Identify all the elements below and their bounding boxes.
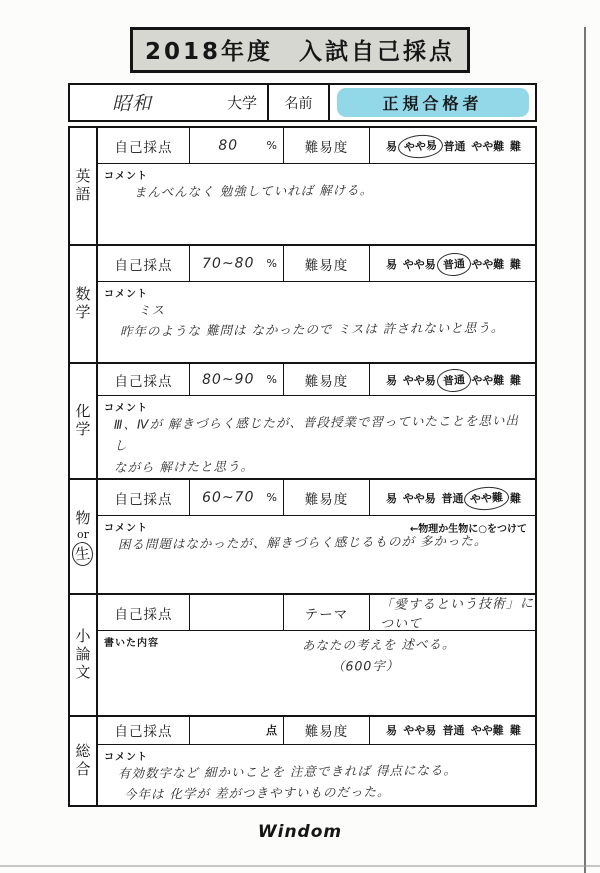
difficulty-option: やや難 (471, 139, 505, 153)
score-row (98, 480, 535, 516)
difficulty-option: やや易 (402, 373, 436, 387)
comment-label: コメント (104, 289, 148, 300)
university-label: 大学 (226, 94, 257, 112)
comment-area (98, 396, 535, 478)
score-handwritten (190, 612, 283, 613)
difficulty-option: やや易 (402, 491, 436, 505)
section-math (70, 244, 535, 362)
difficulty-options (370, 128, 535, 163)
comment-handwritten: 昨年のような 難問は なかったので ミスは 許されないと思う。 (119, 320, 505, 340)
comment-area (98, 282, 535, 362)
section-chemistry (70, 362, 535, 478)
difficulty-option: やや難 (464, 485, 510, 511)
difficulty-option: 易 (386, 257, 397, 271)
score-handwritten: 80 (218, 136, 239, 154)
self-score-value-cell (190, 480, 284, 515)
result-cell (330, 85, 535, 120)
self-score-label: 自己採点 (98, 246, 190, 281)
difficulty-options (370, 717, 535, 744)
header-row (68, 83, 537, 122)
difficulty-option: やや易 (403, 724, 437, 738)
comment-handwritten: 有効数字など 細かいことを 注意できれば 得点になる。 (117, 761, 457, 781)
theme-label: テーマ (284, 595, 370, 630)
difficulty-option: 難 (510, 257, 521, 271)
score-unit: % (266, 373, 277, 387)
theme-handwritten: 「愛するという技術」について (379, 595, 535, 632)
comment-handwritten: 今年は 化学が 差がつきやすいものだった。 (123, 783, 391, 802)
comment-label: コメント (104, 403, 148, 415)
difficulty-option: 難 (510, 491, 521, 505)
difficulty-option: やや難 (471, 257, 505, 271)
score-unit: % (266, 139, 277, 152)
score-unit: 点 (266, 724, 277, 738)
self-score-label: 自己採点 (98, 364, 190, 395)
score-row (98, 717, 535, 745)
self-score-value-cell (190, 128, 284, 163)
comment-area (98, 164, 535, 244)
content-handwritten: あなたの考えを 述べる。 (301, 636, 456, 653)
difficulty-option: 普通 (442, 724, 465, 738)
score-row (98, 128, 535, 164)
self-score-label: 自己採点 (98, 128, 190, 163)
circled-subject-choice: 生 (71, 541, 94, 567)
comment-label: コメント (104, 523, 148, 534)
score-handwritten: 70~80 (202, 254, 255, 272)
self-score-value-cell (190, 595, 284, 630)
difficulty-label: 難易度 (284, 364, 370, 395)
self-score-label: 自己採点 (98, 717, 190, 744)
difficulty-option: やや難 (471, 373, 505, 387)
comment-handwritten: 困る問題はなかったが、解きづらく感じるものが 多かった。 (117, 532, 488, 552)
section-physics-or-biology (70, 478, 535, 593)
difficulty-option: 難 (510, 724, 521, 738)
difficulty-option: 普通 (436, 251, 472, 276)
self-score-value-cell (190, 364, 284, 395)
difficulty-label: 難易度 (284, 717, 370, 744)
section-english (70, 128, 535, 244)
comment-handwritten: ながら 解けたと思う。 (113, 458, 255, 475)
score-handwritten: 80~90 (202, 370, 255, 388)
physics-or-biology-note: ←物理か生物に○をつけて (409, 524, 527, 535)
difficulty-option: 難 (510, 373, 521, 387)
theme-value-cell (370, 595, 535, 630)
scan-edge-right (584, 27, 586, 873)
subject-label-english: 英語 (70, 128, 98, 244)
result-badge: 正規合格者 (337, 88, 529, 117)
comment-label: コメント (104, 171, 148, 182)
page-title: 2018年度 入試自己採点 (130, 27, 470, 73)
score-row (98, 364, 535, 396)
difficulty-options (370, 364, 535, 395)
name-label-cell: 名前 (267, 85, 330, 120)
difficulty-option: やや難 (470, 724, 504, 738)
self-score-value-cell (190, 717, 284, 744)
difficulty-option: 易 (386, 373, 397, 387)
difficulty-label: 難易度 (284, 128, 370, 163)
difficulty-option: 普通 (443, 139, 466, 153)
score-unit: % (266, 491, 277, 504)
scan-edge-bottom (0, 865, 600, 867)
subject-label-math: 数学 (70, 246, 98, 362)
self-scoring-table (68, 126, 537, 807)
difficulty-option: 難 (510, 139, 521, 153)
score-row (98, 595, 535, 631)
content-handwritten: （600字） (331, 658, 400, 674)
difficulty-options (370, 246, 535, 281)
subject-label-overall: 総合 (70, 717, 98, 805)
score-handwritten: 60~70 (202, 488, 255, 506)
university-cell (70, 85, 267, 120)
difficulty-label: 難易度 (284, 480, 370, 515)
difficulty-option: やや易 (397, 133, 443, 159)
university-name-handwritten: 昭和 (111, 92, 153, 115)
self-score-value-cell (190, 246, 284, 281)
difficulty-option: 易 (386, 491, 397, 505)
difficulty-option: 普通 (441, 491, 464, 505)
comment-handwritten: まんべんなく 勉強していれば 解ける。 (133, 182, 374, 200)
section-overall (70, 715, 535, 805)
self-score-label: 自己採点 (98, 595, 190, 630)
subject-label-chemistry: 化学 (70, 364, 98, 478)
section-essay (70, 593, 535, 715)
score-unit: % (266, 257, 277, 270)
comment-area (98, 516, 535, 593)
difficulty-option: 普通 (436, 367, 472, 392)
difficulty-label: 難易度 (284, 246, 370, 281)
written-content-area (98, 631, 535, 715)
comment-handwritten: ミス (137, 302, 166, 318)
comment-area (98, 745, 535, 806)
comment-label: コメント (104, 751, 148, 763)
subject-label-physics-or-biology: 物 or 生 (70, 480, 98, 593)
comment-handwritten: Ⅲ、Ⅳが 解きづらく感じたが、普段授業で習っていたことを思い出し (113, 412, 520, 454)
windom-logo: Windom (257, 822, 343, 842)
subject-label-essay: 小論文 (70, 595, 98, 715)
difficulty-option: 易 (386, 139, 397, 153)
difficulty-options (370, 480, 535, 515)
score-handwritten (190, 729, 266, 730)
difficulty-option: やや易 (402, 257, 436, 271)
difficulty-option: 易 (386, 724, 397, 738)
self-score-label: 自己採点 (98, 480, 190, 515)
score-row (98, 246, 535, 282)
written-content-label: 書いた内容 (104, 638, 159, 649)
